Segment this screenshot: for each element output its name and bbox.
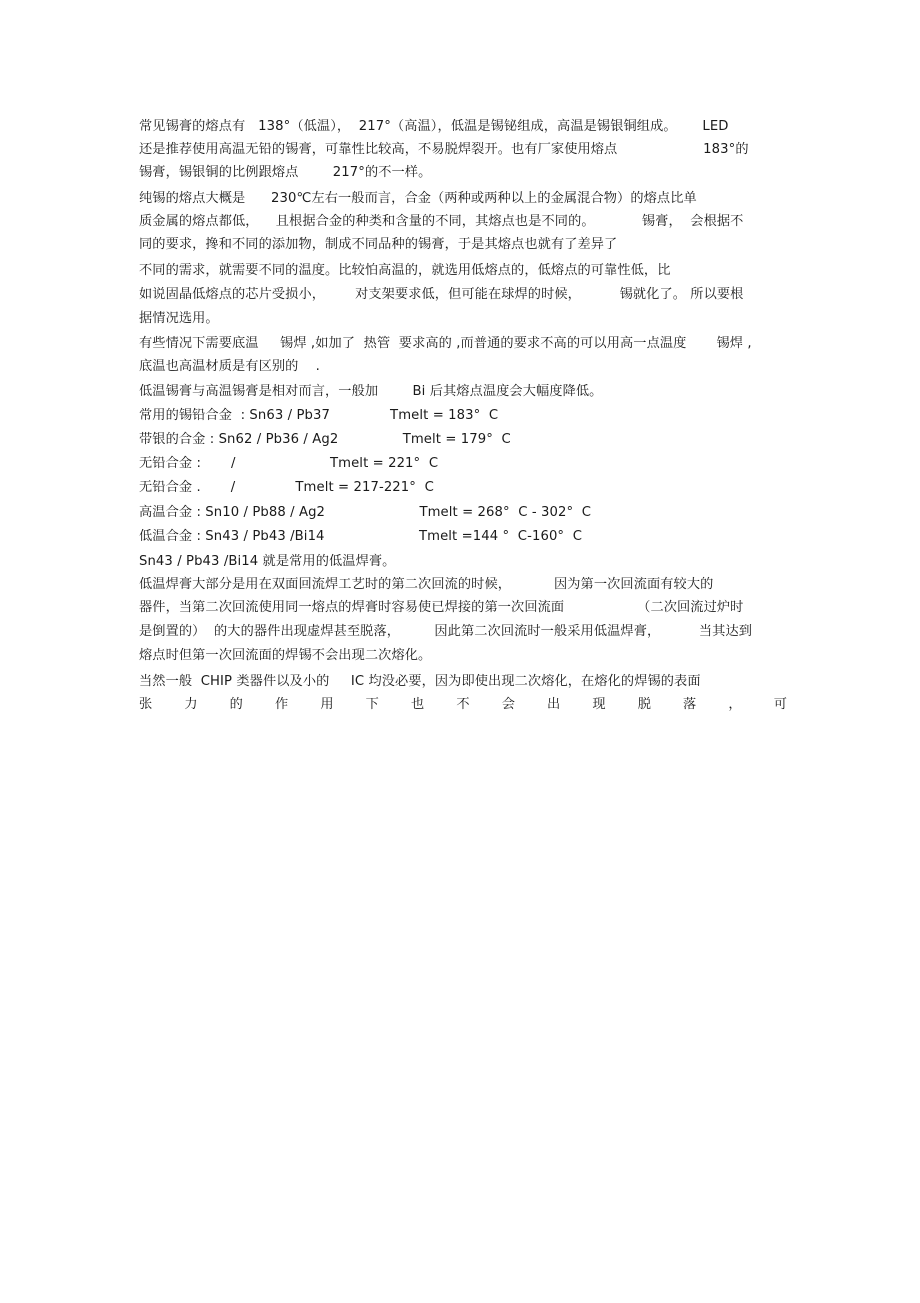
text-line: 带银的合金 : Sn62 / Pb36 / Ag2 Tmelt = 179° C — [139, 432, 511, 447]
text-line: 纯锡的熔点大概是 230℃左右一般而言，合金（两种或两种以上的金属混合物）的熔点比单 — [139, 191, 697, 206]
text-line: Sn43 / Pb43 /Bi14 就是常用的低温焊膏。 — [139, 554, 396, 569]
text-line: 质金属的熔点都低， 且根据合金的种类和含量的不同，其熔点也是不同的。 锡膏， 会根据不 — [139, 214, 744, 229]
text-line: 张 力 的 作 用 下 也 不 会 出 现 脱 落 ， 可 — [139, 697, 787, 712]
text-line: 据情况选用。 — [139, 311, 219, 326]
text-line: 低温锡膏与高温锡膏是相对而言，一般加 Bi 后其熔点温度会大幅度降低。 — [139, 384, 603, 399]
text-line: 器件，当第二次回流使用同一熔点的焊膏时容易使已焊接的第一次回流面 （二次回流过炉时 — [139, 600, 744, 615]
text-line: 当然一般 CHIP 类器件以及小的 IC 均没必要，因为即使出现二次熔化，在熔化的焊锡的表面 — [139, 674, 701, 689]
text-line: 常见锡膏的熔点有 138°（低温）， 217°（高温），低温是锡铋组成，高温是锡银铜组成。 LED — [139, 119, 729, 134]
text-line: 同的要求，搀和不同的添加物，制成不同品种的锡膏，于是其熔点也就有了差异了 — [139, 237, 618, 252]
text-line: 常用的锡铅合金 : Sn63 / Pb37 Tmelt = 183° C — [139, 408, 499, 423]
text-line: 低温焊膏大部分是用在双面回流焊工艺时的第二次回流的时候， 因为第一次回流面有较大的 — [139, 577, 714, 592]
text-line: 熔点时但第一次回流面的焊锡不会出现二次熔化。 — [139, 648, 432, 663]
text-line: 锡膏，锡银铜的比例跟熔点 217°的不一样。 — [139, 165, 432, 180]
text-line: 有些情况下需要底温 锡焊 ,如加了 热管 要求高的 ,而普通的要求不高的可以用高一点温度 锡焊 , — [139, 336, 752, 351]
text-line: 如说固晶低熔点的芯片受损小， 对支架要求低，但可能在球焊的时候， 锡就化了。 所以要根 — [139, 287, 744, 302]
text-line: 还是推荐使用高温无铅的锡膏，可靠性比较高，不易脱焊裂开。也有厂家使用熔点 183°的 — [139, 142, 749, 157]
text-line: 不同的需求，就需要不同的温度。比较怕高温的，就选用低熔点的，低熔点的可靠性低，比 — [139, 263, 671, 278]
text-line: 无铅合金 : / Tmelt = 221° C — [139, 456, 439, 471]
text-line: 低温合金 : Sn43 / Pb43 /Bi14 Tmelt =144 ° C-160° C — [139, 529, 583, 544]
text-line: 底温也高温材质是有区别的 . — [139, 359, 320, 374]
text-line: 高温合金 : Sn10 / Pb88 / Ag2 Tmelt = 268° C - 302° C — [139, 505, 592, 520]
text-line: 是倒置的） 的大的器件出现虚焊甚至脱落， 因此第二次回流时一般采用低温焊膏， 当其达到 — [139, 624, 753, 639]
text-line: 无铅合金 . / Tmelt = 217-221° C — [139, 480, 434, 495]
